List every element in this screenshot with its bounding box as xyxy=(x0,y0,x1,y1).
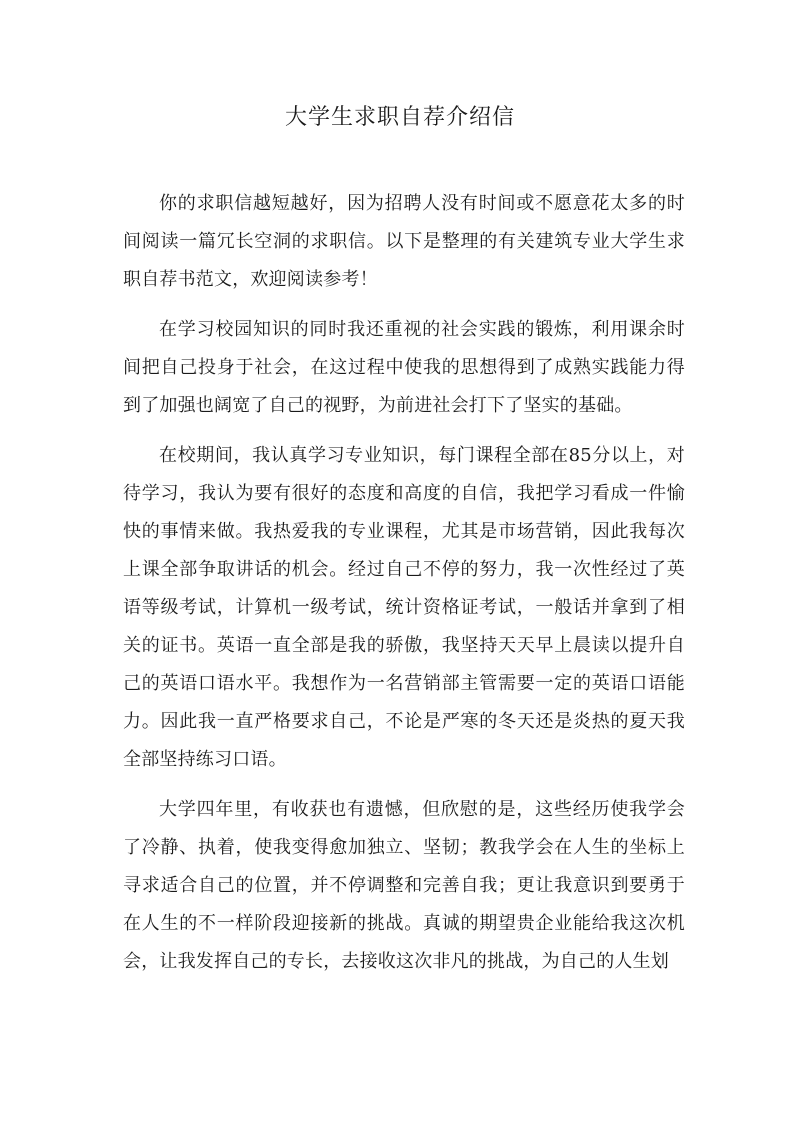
document-title: 大学生求职自荐介绍信 xyxy=(284,105,515,130)
paragraph: 你的求职信越短越好，因为招聘人没有时间或不愿意花太多的时间阅读一篇冗长空洞的求职信。以下是整理的有关建筑专业大学生求职自荐书范文，欢迎阅读参考！ xyxy=(123,193,685,290)
paragraph: 在学习校园知识的同时我还重视的社会实践的锻炼，利用课余时间把自己投身于社会，在这过程中使我的思想得到了成熟实践能力得到了加强也阔宽了自己的视野，为前进社会打下了坚实的基础。 xyxy=(123,319,685,416)
document-body xyxy=(123,185,685,993)
paragraph: 在校期间，我认真学习专业知识，每门课程全部在85分以上，对待学习，我认为要有很好的态度和高度的自信，我把学习看成一件愉快的事情来做。我热爱我的专业课程，尤其是市场营销，因此我每次上课全部争取讲话的机会。经过自己不停的努力，我一次性经过了英语等级考试，计算机一级考试，统计资格证考试，一般话并拿到了相关的证书。英语一直全部是我的骄傲，我坚持天天早上晨读以提升自己的英语口语水平。我想作为一名营销部主管需要一定的英语口语能力。因此我一直严格要求自己，不论是严寒的冬天还是炎热的夏天我全部坚持练习口语。 xyxy=(123,445,685,770)
paragraph: 大学四年里，有收获也有遗憾，但欣慰的是，这些经历使我学会了冷静、执着，使我变得愈加独立、坚韧；教我学会在人生的坐标上寻求适合自己的位置，并不停调整和完善自我；更让我意识到要勇于在人生的不一样阶段迎接新的挑战。真诚的期望贵企业能给我这次机会，让我发挥自己的专长，去接收这次非凡的挑战，为自己的人生划 xyxy=(123,799,685,972)
